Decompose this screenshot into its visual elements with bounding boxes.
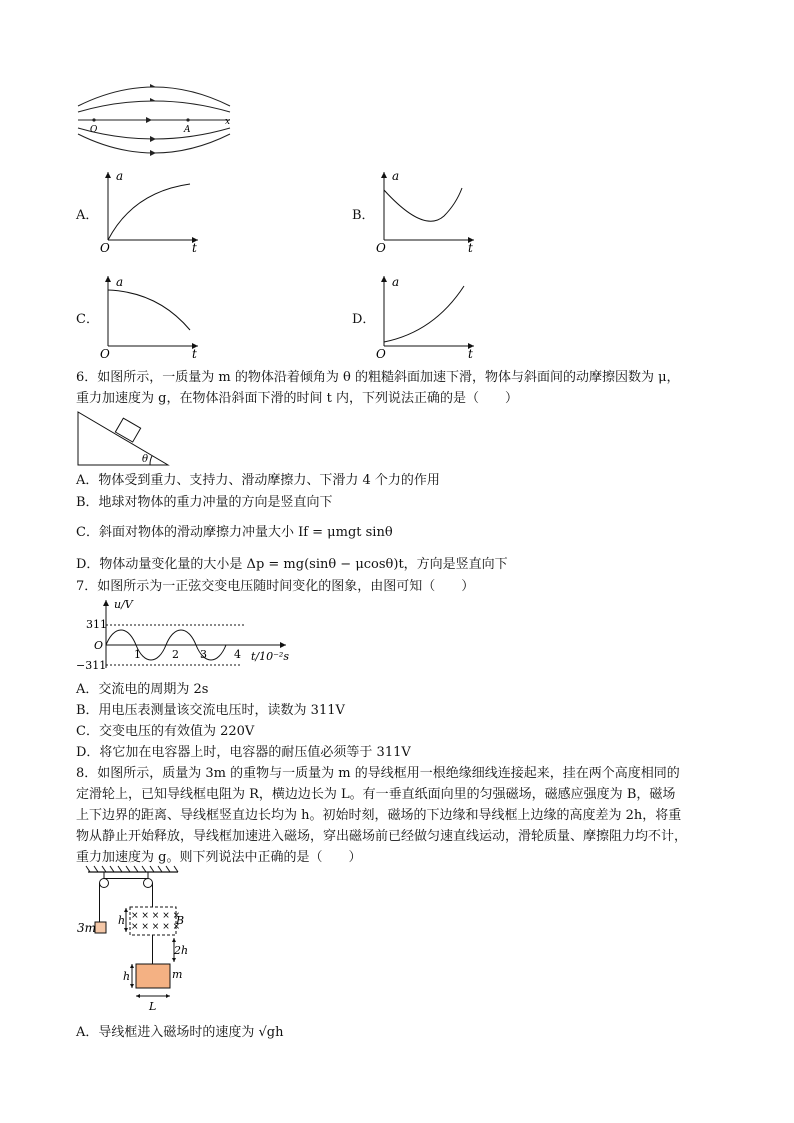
q7-option-d: D．将它加在电容器上时，电容器的耐压值必须等于 311V [76,745,411,760]
y-label: a [116,275,124,289]
q8-stem-line1: 8．如图所示，质量为 3m 的重物与一质量为 m 的导线框用一根绝缘细线连接起来，挂在两个高度相同的 [76,766,680,781]
field-crosses-row2: × × × × × [131,922,181,932]
label-field-h: h [118,914,126,927]
incline-figure [76,410,172,468]
q6-stem-line1: 6．如图所示，一质量为 m 的物体沿着倾角为 θ 的粗糙斜面加速下滑，物体与斜面间的动摩擦因数为 μ， [76,370,680,385]
y-label: a [392,169,400,183]
graph-option-b [374,168,484,255]
q7-stem: 7．如图所示为一正弦交变电压随时间变化的图象，由图可知（ ） [76,579,475,594]
q7-option-a: A．交流电的周期为 2s [76,682,209,697]
tick-3: 3 [200,648,207,661]
q8-stem-line5: 重力加速度为 g。则下列说法中正确的是（ ） [76,850,362,865]
q6-stem-line2: 重力加速度为 g，在物体沿斜面下滑的时间 t 内，下列说法正确的是（ ） [76,391,518,406]
u-axis-label: u/V [114,598,133,611]
x-label: t [468,241,473,255]
sine-graph [76,598,296,672]
angle-theta-label: θ [142,454,149,465]
field-crosses-row1: × × × × × [131,911,181,921]
pulley-figure [74,866,189,1014]
point-a-label: A [184,125,191,135]
q7-option-c: C．交变电压的有效值为 220V [76,724,255,739]
label-3m: 3m [77,921,97,935]
q8-option-a: A．导线框进入磁场时的速度为 √gh [76,1025,284,1040]
x-label: t [468,347,473,361]
option-c-letter: C． [76,312,99,327]
graph-option-d [374,272,484,361]
tick-311: 311 [86,618,107,631]
tick-2: 2 [172,648,179,661]
option-a-letter: A． [76,208,99,223]
origin-label: O [376,241,386,255]
origin-label: O [376,347,386,361]
q6-option-a: A．物体受到重力、支持力、滑动摩擦力、下滑力 4 个力的作用 [76,473,440,488]
tick-1: 1 [134,648,141,661]
q7-option-b: B．用电压表测量该交流电压时，读数为 311V [76,703,345,718]
origin-label: O [100,241,110,255]
label-frame-h: h [123,970,131,983]
tick-4: 4 [234,648,241,661]
label-b: B [176,914,185,927]
q6-option-c: C．斜面对物体的滑动摩擦力冲量大小 If = μmgt sinθ [76,525,393,540]
q8-stem-line4: 物从静止开始释放，导线框加速进入磁场，穿出磁场前已经做匀速直线运动，滑轮质量、摩擦阻力均不计， [76,829,688,844]
tick-minus-311: −311 [76,659,107,672]
option-b-letter: B． [352,208,375,223]
y-label: a [116,169,124,183]
q6-option-b: B．地球对物体的重力冲量的方向是竖直向下 [76,495,333,510]
option-d-letter: D． [352,312,376,327]
t-axis-label: t/10⁻²s [251,650,289,663]
origin-label: O [94,639,104,652]
label-frame-m: m [172,968,183,981]
q8-stem-line2: 定滑轮上，已知导线框电阻为 R，横边边长为 L。有一垂直纸面向里的匀强磁场，磁感应强度为 B，磁场 [76,787,676,802]
y-label: a [392,275,400,289]
field-lines-figure [74,76,234,162]
label-2h: 2h [174,944,189,957]
x-label: t [192,241,197,255]
q8-stem-line3: 上下边界的距离、导线框竖直边长均为 h。初始时刻，磁场的下边缘和导线框上边缘的高度差为 2h，将重 [76,808,682,823]
graph-option-a [98,168,208,255]
x-label: t [192,347,197,361]
graph-option-c [98,272,208,361]
point-o-label: O [90,125,98,135]
q6-option-d: D．物体动量变化量的大小是 Δp = mg(sinθ − μcosθ)t，方向是竖直向下 [76,557,508,572]
origin-label: O [100,347,110,361]
x-axis-label: x [225,117,231,127]
label-l: L [149,1000,157,1013]
